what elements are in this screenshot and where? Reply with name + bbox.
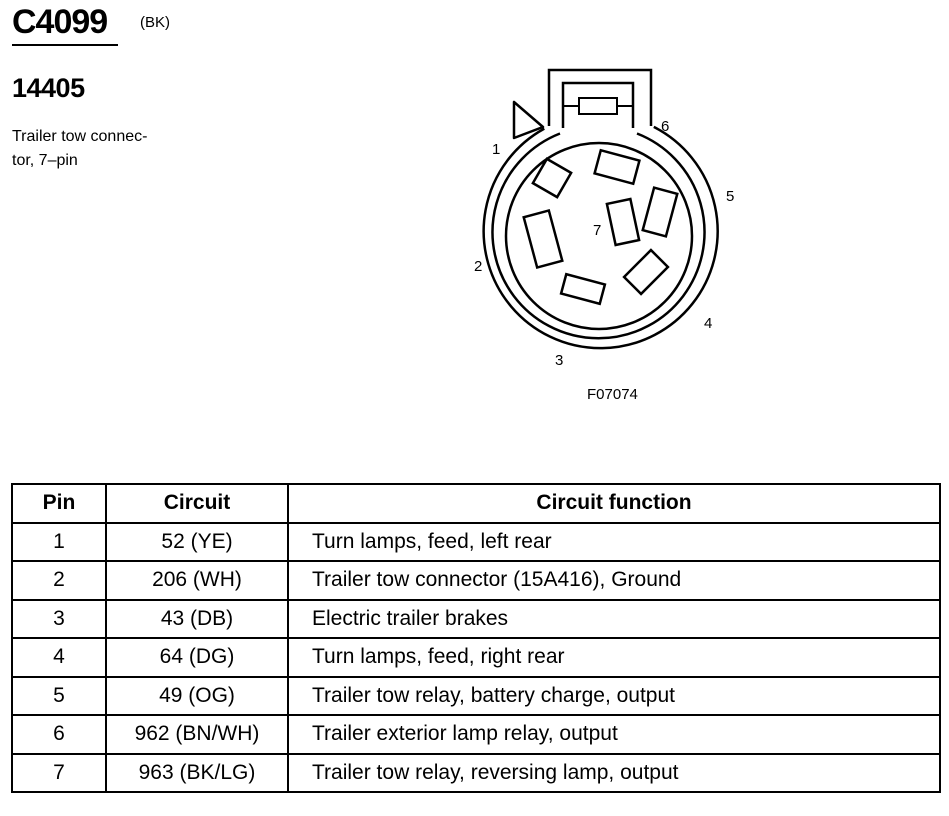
function-cell: Electric trailer brakes	[288, 600, 940, 639]
table-row	[12, 638, 940, 677]
circuit-cell: 963 (BK/LG)	[106, 754, 288, 793]
pin-terminal-6	[595, 150, 640, 184]
pin-label-1: 1	[492, 141, 501, 158]
function-cell: Turn lamps, feed, right rear	[288, 638, 940, 677]
pin-label-3: 3	[555, 352, 564, 369]
pin-label-6: 6	[661, 118, 670, 135]
circuit-cell: 962 (BN/WH)	[106, 715, 288, 754]
column-header-function: Circuit function	[288, 484, 940, 523]
pin-terminal-5	[643, 188, 678, 237]
circuit-cell: 52 (YE)	[106, 523, 288, 562]
function-cell: Turn lamps, feed, left rear	[288, 523, 940, 562]
pin-terminal-2	[524, 211, 563, 268]
circuit-cell: 206 (WH)	[106, 561, 288, 600]
pin-cell: 5	[12, 677, 106, 716]
pin-label-2: 2	[474, 258, 483, 275]
table-row	[12, 561, 940, 600]
circuit-cell: 43 (DB)	[106, 600, 288, 639]
function-cell: Trailer tow relay, reversing lamp, output	[288, 754, 940, 793]
pin-cell: 2	[12, 561, 106, 600]
pin-label-4: 4	[704, 315, 713, 332]
column-header-circuit: Circuit	[106, 484, 288, 523]
table-row	[12, 715, 940, 754]
pin-cell: 1	[12, 523, 106, 562]
part-number: 14405	[12, 73, 85, 103]
pin-cell: 3	[12, 600, 106, 639]
pin-label-7: 7	[593, 222, 602, 239]
resistor-icon	[563, 98, 633, 114]
connector-id: C4099	[12, 3, 108, 41]
column-header-pin: Pin	[12, 484, 106, 523]
table-row	[12, 600, 940, 639]
pin-cell: 7	[12, 754, 106, 793]
pin-label-5: 5	[726, 188, 735, 205]
pinout-table	[11, 483, 941, 793]
function-cell: Trailer tow connector (15A416), Ground	[288, 561, 940, 600]
table-header-row	[12, 484, 940, 523]
circuit-cell: 49 (OG)	[106, 677, 288, 716]
pin-terminal-3	[561, 274, 605, 304]
connector-color: (BK)	[140, 14, 170, 31]
table-row	[12, 523, 940, 562]
pin-cell: 4	[12, 638, 106, 677]
pin-cell: 6	[12, 715, 106, 754]
table-row	[12, 754, 940, 793]
pin-terminal-4	[624, 250, 668, 294]
pin-terminal-7	[607, 199, 639, 245]
table-row	[12, 677, 940, 716]
figure-code: F07074	[587, 386, 638, 403]
function-cell: Trailer exterior lamp relay, output	[288, 715, 940, 754]
function-cell: Trailer tow relay, battery charge, output	[288, 677, 940, 716]
description-line: Trailer tow connec-	[12, 128, 148, 145]
circuit-cell: 64 (DG)	[106, 638, 288, 677]
description-line: tor, 7–pin	[12, 152, 78, 169]
